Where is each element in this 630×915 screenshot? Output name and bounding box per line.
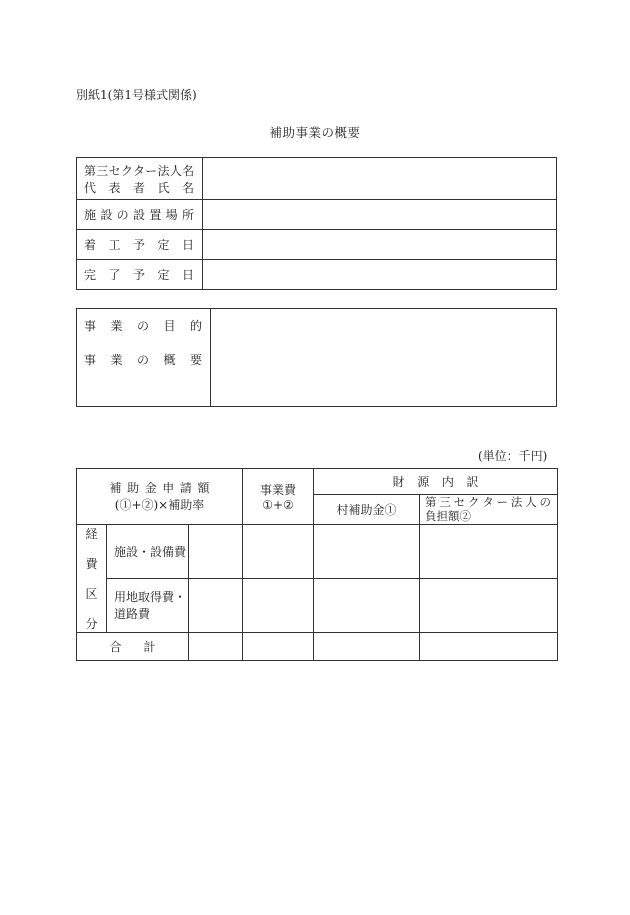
char: 目 [163, 319, 176, 333]
end-date-value[interactable] [203, 260, 557, 290]
char: 第 [425, 495, 437, 509]
basic-info-table [76, 157, 557, 290]
char: 請 [179, 481, 192, 496]
char: 金 [144, 481, 157, 496]
char: 人 [525, 495, 537, 509]
total-label [77, 632, 189, 660]
expense-category-label [77, 524, 107, 632]
project-cost-label: 事業費 [260, 482, 297, 497]
facility-cost-label: 施設・設備費 [107, 524, 189, 578]
total-corp-share-cell[interactable] [420, 632, 558, 660]
char: セ [453, 495, 466, 509]
char: の [539, 495, 552, 509]
grant-formula: (①+②)×補助率 [114, 498, 205, 513]
char: 三 [439, 495, 451, 509]
char: 名 [181, 180, 194, 195]
purpose-outline-value[interactable] [211, 309, 557, 407]
char: 日 [181, 238, 194, 252]
char: 所 [181, 208, 194, 222]
page-title: 補助事業の概要 [269, 125, 361, 140]
land-grant-cell[interactable] [189, 578, 243, 632]
location-label [77, 200, 203, 230]
char: 費 [85, 556, 98, 571]
char: ク [467, 495, 480, 509]
funding-table [76, 468, 558, 661]
char: 者 [132, 180, 145, 195]
project-cost-header [243, 469, 314, 525]
char: 事 [84, 353, 97, 367]
char: 定 [157, 268, 170, 282]
end-date-label [77, 260, 203, 290]
purpose-outline-label [77, 309, 211, 407]
land-cost-line2: 道路費 [114, 607, 151, 622]
char: 概 [163, 353, 176, 367]
char: 予 [132, 268, 145, 282]
char: の [136, 319, 149, 333]
project-cost-formula: ①+② [262, 497, 294, 512]
char: 訳 [466, 475, 479, 489]
char: 日 [181, 268, 194, 282]
char: 設 [100, 208, 113, 222]
land-corp-share-cell[interactable] [420, 578, 558, 632]
char: 了 [108, 268, 121, 282]
representative-label [84, 179, 202, 196]
char: 予 [132, 238, 145, 252]
purpose-label [84, 317, 202, 334]
unit-label: (単位：千円) [478, 449, 548, 463]
land-cost-label [107, 578, 189, 632]
char: 表 [108, 180, 121, 195]
project-description-table [76, 308, 557, 407]
corp-share-header [420, 495, 558, 525]
start-date-label [77, 230, 203, 260]
char: 事 [84, 319, 97, 333]
char: 代 [84, 180, 97, 195]
char: 着 [84, 238, 97, 252]
char: 置 [149, 208, 162, 222]
corp-name-label: 第三セクター法人名 [84, 163, 195, 178]
char: 源 [417, 475, 430, 489]
char: 氏 [157, 180, 170, 195]
corp-share-line1 [425, 495, 551, 509]
reference-label: 別紙1(第1号様式関係) [76, 88, 197, 102]
char: 補 [109, 481, 122, 496]
land-project-cost-cell[interactable] [243, 578, 314, 632]
char: 額 [197, 481, 210, 496]
char: 計 [143, 639, 156, 654]
char: 業 [110, 353, 123, 367]
village-grant-header: 村補助金① [314, 495, 420, 525]
funding-breakdown-header [314, 469, 558, 495]
corp-share-line2: 負担額② [425, 509, 472, 524]
char: 工 [108, 238, 121, 252]
char: の [136, 353, 149, 367]
char: 分 [85, 616, 98, 631]
location-value[interactable] [203, 200, 557, 230]
start-date-value[interactable] [203, 230, 557, 260]
char: 施 [84, 208, 97, 222]
char: の [116, 208, 129, 222]
char: 法 [510, 495, 523, 509]
corp-representative-label [77, 158, 203, 200]
facility-village-grant-cell[interactable] [314, 524, 420, 578]
char: 助 [127, 481, 140, 496]
char: 要 [189, 353, 202, 367]
grant-amount-header [77, 469, 243, 525]
char: 経 [85, 526, 98, 541]
total-grant-cell[interactable] [189, 632, 243, 660]
char: タ [482, 495, 494, 509]
land-cost-line1: 用地取得費・ [114, 590, 187, 605]
char: 設 [132, 208, 145, 222]
facility-project-cost-cell[interactable] [243, 524, 314, 578]
char: 申 [162, 481, 175, 496]
outline-label [84, 351, 202, 368]
corp-representative-value[interactable] [203, 158, 557, 200]
total-project-cost-cell[interactable] [243, 632, 314, 660]
char: ー [496, 495, 509, 509]
char: 場 [165, 208, 178, 222]
char: 区 [85, 586, 98, 601]
char: 完 [84, 268, 97, 282]
facility-corp-share-cell[interactable] [420, 524, 558, 578]
char: 財 [392, 475, 405, 489]
char: 的 [189, 319, 202, 333]
land-village-grant-cell[interactable] [314, 578, 420, 632]
char: 合 [109, 639, 122, 654]
char: 内 [441, 475, 454, 489]
total-village-grant-cell[interactable] [314, 632, 420, 660]
facility-grant-cell[interactable] [189, 524, 243, 578]
char: 定 [157, 238, 170, 252]
char: 業 [110, 319, 123, 333]
